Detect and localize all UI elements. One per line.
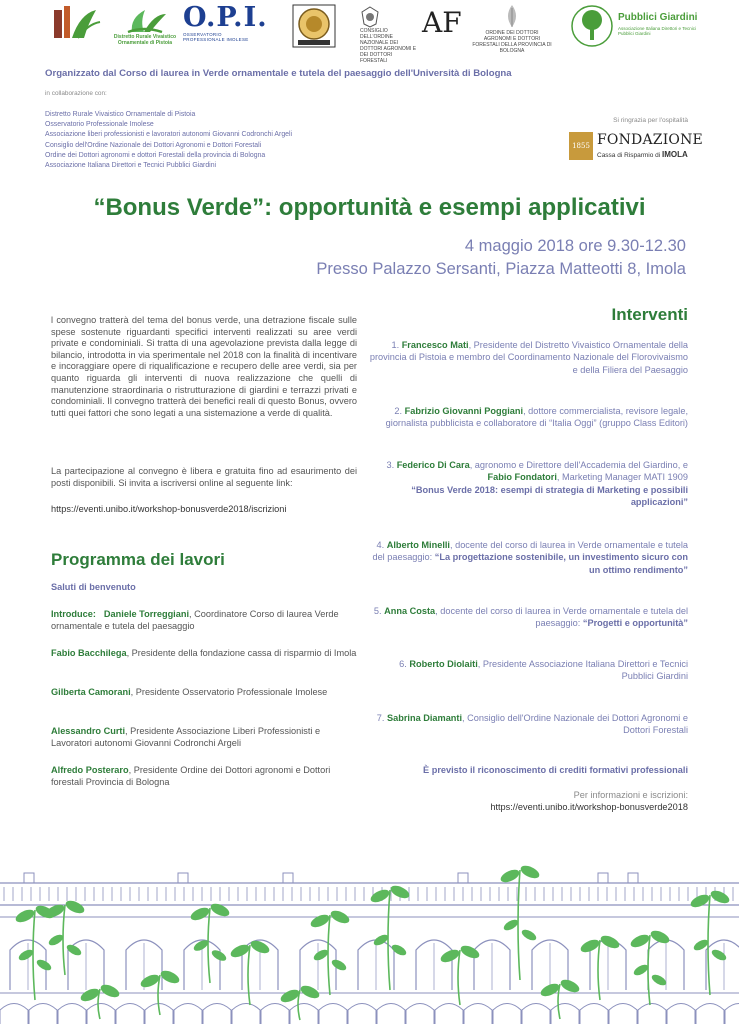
speaker-number: 2. <box>394 406 405 416</box>
introduce-name: Daniele Torreggiani <box>103 609 190 619</box>
speaker-6 <box>368 658 688 683</box>
sprout-stem <box>33 910 35 1000</box>
credits-notice: È previsto il riconoscimento di crediti formativi professionali <box>423 765 688 775</box>
sprout-leaf <box>210 948 228 963</box>
ordine-logo-text: ORDINE DEI DOTTORI AGRONOMI E DOTTORI FORESTALI DELLA PROVINCIA DI BOLOGNA <box>472 30 552 54</box>
program-item-name: Gilberta Camorani <box>51 687 131 697</box>
sprout-leaf <box>14 907 36 925</box>
speaker-number: 5. <box>373 606 385 616</box>
program-item-role: , Presidente Osservatorio Professionale Imolese <box>130 687 328 697</box>
arcade-arch <box>261 1004 289 1024</box>
pubblici-giardini-name: Pubblici Giardini <box>618 12 698 23</box>
sprout-stem <box>248 945 250 1005</box>
speaker-name: Sabrina Diamanti <box>386 713 463 723</box>
sprout-stem <box>458 950 460 1005</box>
speaker-2 <box>368 405 688 430</box>
speaker-role: , docente del corso di laurea in Verde ornamentale e tutela del paesaggio: <box>435 606 688 629</box>
arcade-arch <box>377 1004 405 1024</box>
chimney <box>458 873 468 883</box>
program-item-role: , Presidente Associazione Liberi Professionisti e Lavoratori autonomi Giovanni Codronchi Argeli <box>51 726 321 749</box>
sprout-leaf <box>650 973 668 988</box>
seal-logo <box>292 4 340 48</box>
chimney <box>598 873 608 883</box>
program-title: Programma dei lavori <box>51 550 225 569</box>
sprout-leaf <box>309 912 331 930</box>
sprout-leaf <box>330 958 348 973</box>
chimney <box>24 873 34 883</box>
sprout-leaf <box>559 977 581 995</box>
sprout-stem <box>708 895 710 995</box>
opi-logo-subtitle: OSSERVATORIO PROFESSIONALE IMOLESE <box>183 32 249 42</box>
speaker-name: Alberto Minelli <box>386 540 450 550</box>
program-introduce <box>51 608 357 633</box>
intro-paragraph: l convegno tratterà del tema del bonus verde, una detrazione fiscale sulle spese sostenute riguardanti specifici interventi realizzati su aree verdi private e condominiali. Si tratta di una agevolazione prevista dalla legge di bilancio, introdotta in via sperimentale nel 2018 con la finalità di incentivare e incoraggiare opere di riqualificazione e recupero delle aree verdi, sia per quanto riguarda gli interventi di nuova realizzazione che quelli di manutenzione straordinaria o ristrutturazione di giardini e terrazzi privati e condominiali. Il convegno tratterà dei benefici reali di questo Bonus, ovvero tutti quei fattori che sono legati a una sistemazione a verde di qualità. <box>51 315 357 418</box>
sprout-leaf <box>209 901 231 919</box>
speaker-name: Fabrizio Giovanni Poggiani <box>404 406 524 416</box>
fondazione-name: FONDAZIONE <box>597 132 703 148</box>
collaborator-item: Associazione Italiana Direttori e Tecnici Pubblici Giardini <box>45 162 217 170</box>
event-date: 4 maggio 2018 ore 9.30-12.30 <box>464 237 686 255</box>
sprout-leaf <box>599 933 621 951</box>
arcade-arch <box>203 1004 231 1024</box>
arcade-arch <box>116 1004 144 1024</box>
program-item <box>51 764 357 789</box>
arcade-arch <box>522 1004 550 1024</box>
speaker-talk-title: “Bonus Verde 2018: esempi di strategia di Marketing e possibili applicazioni” <box>411 484 688 507</box>
consiglio-logo-text: CONSIGLIO DELL'ORDINE NAZIONALE DEI DOTTORI AGRONOMI E DEI DOTTORI FORESTALI <box>360 28 417 64</box>
fondazione-year: 1855 <box>569 132 593 160</box>
program-item-name: Alfredo Posteraro <box>51 765 129 775</box>
fondazione-sub-text: Cassa di Risparmio di <box>597 152 661 159</box>
speaker-1 <box>368 339 688 376</box>
sprout-leaf <box>649 928 671 946</box>
info-label: Per informazioni e iscrizioni: <box>573 790 688 800</box>
program-item-role: , Presidente Ordine dei Dottori agronomi e Dottori forestali Provincia di Bologna <box>51 765 331 788</box>
speaker-number: 4. <box>376 540 387 550</box>
sprout-leaf <box>99 982 121 1000</box>
fondazione-city: IMOLA <box>662 150 688 159</box>
speaker-5 <box>368 605 688 630</box>
palazzo-illustration <box>0 805 739 1024</box>
speaker-name: Anna Costa <box>384 606 436 616</box>
organizer-line: Organizzato dal Corso di laurea in Verde ornamentale e tutela del paesaggio dell'Università di Bologna <box>45 68 512 79</box>
speaker-role: , dottore commercialista, revisore legale, giornalista pubblicista e collaboratore di “Italia Oggi” (gruppo Class Editori) <box>385 406 688 429</box>
sprout-stem <box>208 908 210 983</box>
collaboration-intro: in collaborazione con: <box>45 90 107 97</box>
fondazione-subtitle <box>597 150 688 159</box>
pubblici-giardini-subtitle: Associazione Italiana Direttori e Tecnici Pubblici Giardini <box>618 26 696 36</box>
speaker-role: , agronomo e Direttore dell'Accademia del Giardino, e <box>469 460 688 470</box>
arcade-arch <box>319 1004 347 1024</box>
speaker-name: Francesco Mati <box>401 340 469 350</box>
collaborator-item: Consiglio dell'Ordine Nazionale dei Dottori Agronomi e Dottori Forestali <box>45 141 262 149</box>
af-logo-mark: AF <box>422 6 462 39</box>
sprout-leaf <box>520 928 538 943</box>
arcade-arch <box>638 1004 666 1024</box>
arcade-arch <box>406 1004 434 1024</box>
program-item-role: , Presidente della fondazione cassa di risparmio di Imola <box>126 648 357 658</box>
chimney <box>628 873 638 883</box>
speaker-number: 1. <box>391 340 402 350</box>
speaker-role: , Presidente del Distretto Vivaistico Ornamentale della provincia di Pistoia e membro del Coordinamento Nazionale del Florovivaismo e della Filiera del Paesaggio <box>369 340 688 375</box>
program-item <box>51 686 357 698</box>
program-item <box>51 725 357 750</box>
sprout-leaf <box>369 887 391 905</box>
pubblici-giardini-logo <box>570 4 700 48</box>
distretto-pistoia-logo <box>110 4 180 46</box>
sprout-leaf <box>329 908 351 926</box>
sprout-stem <box>158 975 160 1015</box>
distretto-rurale-logo <box>52 4 110 44</box>
arcade-arch <box>348 1004 376 1024</box>
speaker-4 <box>368 539 688 576</box>
arcade-arch <box>580 1004 608 1024</box>
opi-logo <box>183 2 268 42</box>
speaker-name: Federico Di Cara <box>396 460 470 470</box>
speaker-name-second: Fabio Fondatori <box>487 472 557 483</box>
sprout-leaf <box>689 892 711 910</box>
arcade-arch <box>667 1004 695 1024</box>
collaborators-list <box>45 110 292 171</box>
speaker-role-second: , Marketing Manager MATI 1909 <box>556 472 688 483</box>
speaker-number: 6. <box>399 659 410 669</box>
sprout-stem <box>388 890 390 990</box>
arcade-arch <box>58 1004 86 1024</box>
sprout-leaf <box>519 863 541 881</box>
sprout-leaf <box>710 948 728 963</box>
sprout-stem <box>328 915 330 995</box>
arcade-arch <box>493 1004 521 1024</box>
logo-strip <box>40 0 700 64</box>
event-venue: Presso Palazzo Sersanti, Piazza Matteotti 8, Imola <box>316 260 686 278</box>
speaker-role: , Consiglio dell'Ordine Nazionale dei Dottori Agronomi e Dottori Forestali <box>462 713 688 736</box>
program-item <box>51 647 357 659</box>
collaborator-item: Distretto Rurale Vivaistico Ornamentale di Pistoia <box>45 111 196 118</box>
introduce-label: Introduce: <box>51 609 96 619</box>
hospitality-thanks: Si ringrazia per l'ospitalità <box>613 117 688 124</box>
speaker-name: Roberto Diolaiti <box>409 659 478 669</box>
arcade-arch <box>29 1004 57 1024</box>
sprout-leaf <box>629 932 651 950</box>
sprout-stem <box>518 870 520 980</box>
event-title: “Bonus Verde”: opportunità e esempi applicativi <box>93 194 646 221</box>
speaker-3 <box>368 459 688 508</box>
registration-link[interactable]: https://eventi.unibo.it/workshop-bonusverde2018/iscrizioni <box>51 504 287 514</box>
opi-logo-mark: O.P.I. <box>183 2 268 33</box>
program-item-name: Alessandro Curti <box>51 726 126 736</box>
speaker-number: 7. <box>376 713 387 723</box>
speaker-role: , Presidente Associazione Italiana Direttori e Tecnici Pubblici Giardini <box>477 659 688 682</box>
speaker-talk-title: “Progetti e opportunità” <box>582 618 688 629</box>
arcade-arch <box>0 1004 28 1024</box>
speaker-7 <box>368 712 688 737</box>
arcade-arch <box>725 1004 739 1024</box>
arcade-arch <box>174 1004 202 1024</box>
arcade-arch <box>551 1004 579 1024</box>
sprout-leaf <box>35 958 53 973</box>
chimney <box>178 873 188 883</box>
fondazione-logo <box>567 132 703 162</box>
collaborator-item: Associazione liberi professionisti e lavoratori autonomi Giovanni Codronchi Argeli <box>45 131 293 139</box>
arcade-arch <box>232 1004 260 1024</box>
arcade-arch <box>464 1004 492 1024</box>
arcade-arch <box>290 1004 318 1024</box>
arched-window <box>706 940 739 990</box>
chimney <box>283 873 293 883</box>
collaborator-item: Ordine dei Dottori agronomi e dottori Forestali della provincia di Bologna <box>45 151 266 159</box>
participation-paragraph: La partecipazione al convegno è libera e gratuita fino ad esaurimento dei posti disponibili. Si invita a iscriversi online al seguente link: <box>51 466 357 488</box>
sprout-stem <box>63 905 65 975</box>
speaker-number: 3. <box>386 460 397 470</box>
sprout-leaf <box>499 867 521 885</box>
program-item-name: Fabio Bacchilega <box>51 648 127 658</box>
arcade-arch <box>609 1004 637 1024</box>
introduce-role: , Coordinatore Corso di laurea Verde ornamentale e tutela del paesaggio <box>51 609 339 632</box>
speaker-role: , docente del corso di laurea in Verde ornamentale e tutela del paesaggio: <box>372 540 688 563</box>
collaborator-item: Osservatorio Professionale Imolese <box>45 121 154 129</box>
sprout-leaf <box>390 943 408 958</box>
distretto-pistoia-logo-text: Distretto Rurale Vivaistico Ornamentale di Pistoia <box>113 34 177 46</box>
sprout-stem <box>598 940 600 1000</box>
program-welcome: Saluti di benvenuto <box>51 582 136 592</box>
sprout-leaf <box>189 905 211 923</box>
sprout-leaf <box>709 888 731 906</box>
arcade-arch <box>696 1004 724 1024</box>
arcade-arch <box>87 1004 115 1024</box>
sprout-stem <box>648 935 650 1005</box>
interventi-title: Interventi <box>611 305 688 324</box>
arcade-arch <box>435 1004 463 1024</box>
speaker-talk-title: “La progettazione sostenibile, un investimento sicuro con un ottimo rendimento” <box>434 552 688 575</box>
info-link[interactable]: https://eventi.unibo.it/workshop-bonusverde2018 <box>490 802 688 812</box>
